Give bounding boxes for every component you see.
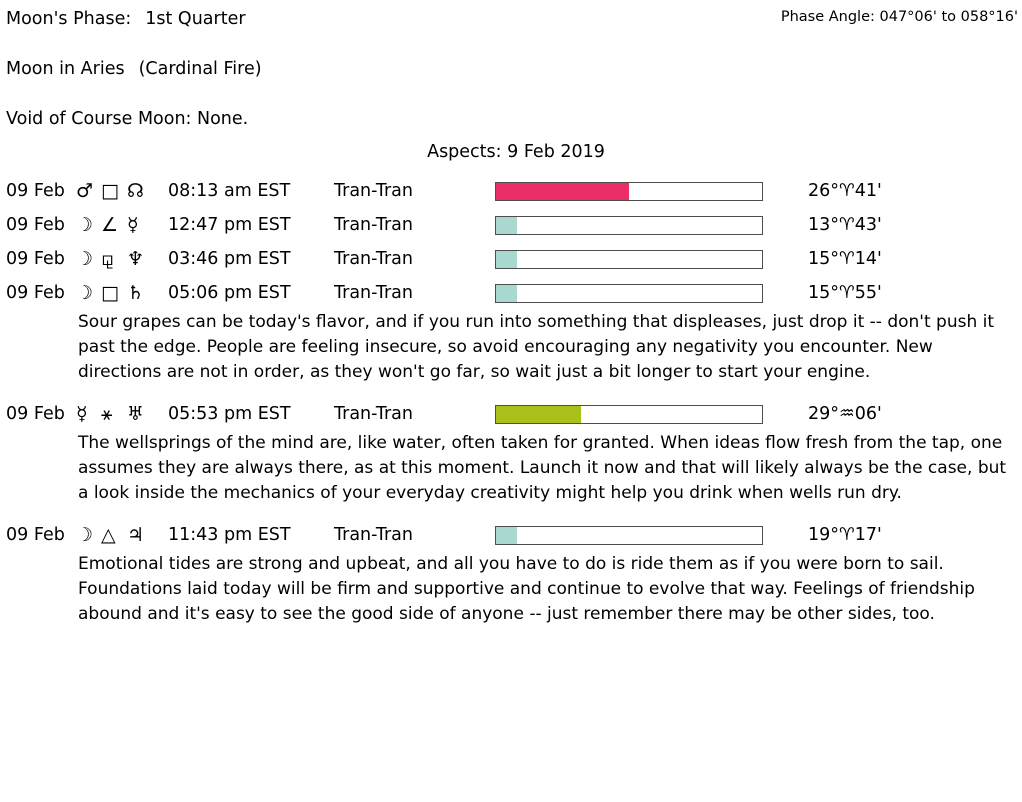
aspect-row (0, 276, 1022, 310)
aspects-list (0, 174, 1022, 639)
aspect-row (0, 174, 1022, 208)
moon-phase-value: 1st Quarter (145, 9, 246, 29)
moon-sign-line (0, 56, 1022, 82)
moon-in-sign: Moon in Aries (6, 59, 125, 79)
planet1-glyph-icon: ☽ (76, 524, 94, 546)
aspect-glyphs (76, 208, 149, 242)
spacer (0, 506, 1022, 518)
aspect-date: 09 Feb (6, 283, 65, 303)
aspect-date: 09 Feb (6, 525, 65, 545)
aspect-glyphs (76, 518, 149, 552)
aspect-strength-bar (495, 526, 763, 545)
planet1-glyph-icon: ☽ (76, 248, 94, 270)
aspect-time: 12:47 pm EST (168, 215, 291, 235)
aspect-description: Sour grapes can be today's flavor, and if you run into something that displeases, just drop it -- don't push it past the edge. People are feeling insecure, so avoid encouraging any negativity you encounter. New directions are not in order, as they won't go far, so wait just a bit longer to start your engine. (78, 312, 995, 382)
aspect-strength-bar-fill (496, 285, 517, 302)
aspect-type: Tran-Tran (334, 283, 413, 303)
aspect-strength-bar (495, 182, 763, 201)
aspect-glyphs (76, 397, 149, 431)
aspect-description: Emotional tides are strong and upbeat, and all you have to do is ride them as if you were born to sail. Foundations laid today will be firm and supportive and continue to evolve that way. Feelings of friendship abound and it's easy to see the good side of anyone -- just remember there may be other sides, too. (78, 554, 975, 624)
aspect-date: 09 Feb (6, 215, 65, 235)
planet2-glyph-icon: ♅ (127, 403, 145, 425)
aspect-glyph-icon: △ (101, 524, 116, 546)
aspect-type: Tran-Tran (334, 181, 413, 201)
planet1-glyph-icon: ☽ (76, 214, 94, 236)
void-of-course-line (0, 106, 1022, 132)
page-header (0, 0, 1022, 132)
planet2-glyph-icon: ♆ (127, 248, 145, 270)
aspect-type: Tran-Tran (334, 404, 413, 424)
aspect-row (0, 518, 1022, 552)
aspect-strength-bar-fill (496, 217, 517, 234)
aspect-time: 03:46 pm EST (168, 249, 291, 269)
planet1-glyph-icon: ☿ (76, 403, 88, 425)
aspect-strength-bar-fill (496, 251, 517, 268)
aspect-type: Tran-Tran (334, 249, 413, 269)
aspect-date: 09 Feb (6, 249, 65, 269)
aspect-strength-bar (495, 216, 763, 235)
aspect-glyphs (76, 174, 149, 208)
aspect-glyphs (76, 242, 149, 276)
aspect-strength-bar-fill (496, 527, 517, 544)
moon-phase-line (0, 6, 1022, 32)
aspect-position: 26°♈41' (808, 181, 882, 201)
aspect-date: 09 Feb (6, 404, 65, 424)
aspect-strength-bar (495, 284, 763, 303)
aspect-time: 05:53 pm EST (168, 404, 291, 424)
aspect-position: 19°♈17' (808, 525, 882, 545)
moon-sign-quality: (Cardinal Fire) (138, 59, 262, 79)
aspect-description: The wellsprings of the mind are, like water, often taken for granted. When ideas flow fresh from the tap, one assumes they are always there, as at this moment. Launch it now and that will likely always be the case, but a look inside the mechanics of your everyday creativity might help you drink when wells run dry. (78, 433, 1007, 503)
aspect-position: 29°♒06' (808, 404, 882, 424)
planet2-glyph-icon: ☊ (127, 180, 144, 202)
aspect-type: Tran-Tran (334, 215, 413, 235)
aspect-strength-bar (495, 250, 763, 269)
aspect-row (0, 208, 1022, 242)
aspect-time: 08:13 am EST (168, 181, 291, 201)
aspect-row (0, 397, 1022, 431)
aspect-glyph-icon: □ (101, 282, 119, 304)
planet2-glyph-icon: ♄ (127, 282, 145, 304)
planet1-glyph-icon: ☽ (76, 282, 94, 304)
aspect-glyph-icon: ⚼ (101, 248, 115, 270)
aspect-strength-bar-fill (496, 406, 581, 423)
aspect-glyph-icon: ⚹ (101, 403, 113, 425)
spacer (0, 627, 1022, 639)
aspect-time: 05:06 pm EST (168, 283, 291, 303)
aspect-time: 11:43 pm EST (168, 525, 291, 545)
moon-phase-label: Moon's Phase: (6, 9, 132, 29)
aspect-position: 13°♈43' (808, 215, 882, 235)
aspect-glyph-icon: ∠ (101, 214, 119, 236)
spacer (0, 385, 1022, 397)
planet2-glyph-icon: ♃ (127, 524, 145, 546)
aspect-date: 09 Feb (6, 181, 65, 201)
aspect-strength-bar-fill (496, 183, 629, 200)
aspects-title: Aspects: 9 Feb 2019 (427, 142, 605, 162)
aspect-strength-bar (495, 405, 763, 424)
aspect-position: 15°♈14' (808, 249, 882, 269)
aspect-position: 15°♈55' (808, 283, 882, 303)
void-of-course-text: Void of Course Moon: None. (6, 109, 249, 129)
aspect-glyph-icon: □ (101, 180, 119, 202)
planet2-glyph-icon: ☿ (127, 214, 139, 236)
aspect-glyphs (76, 276, 149, 310)
aspect-row (0, 242, 1022, 276)
planet1-glyph-icon: ♂ (76, 180, 94, 202)
phase-angle: Phase Angle: 047°06' to 058°16' (780, 9, 1018, 25)
aspect-type: Tran-Tran (334, 525, 413, 545)
